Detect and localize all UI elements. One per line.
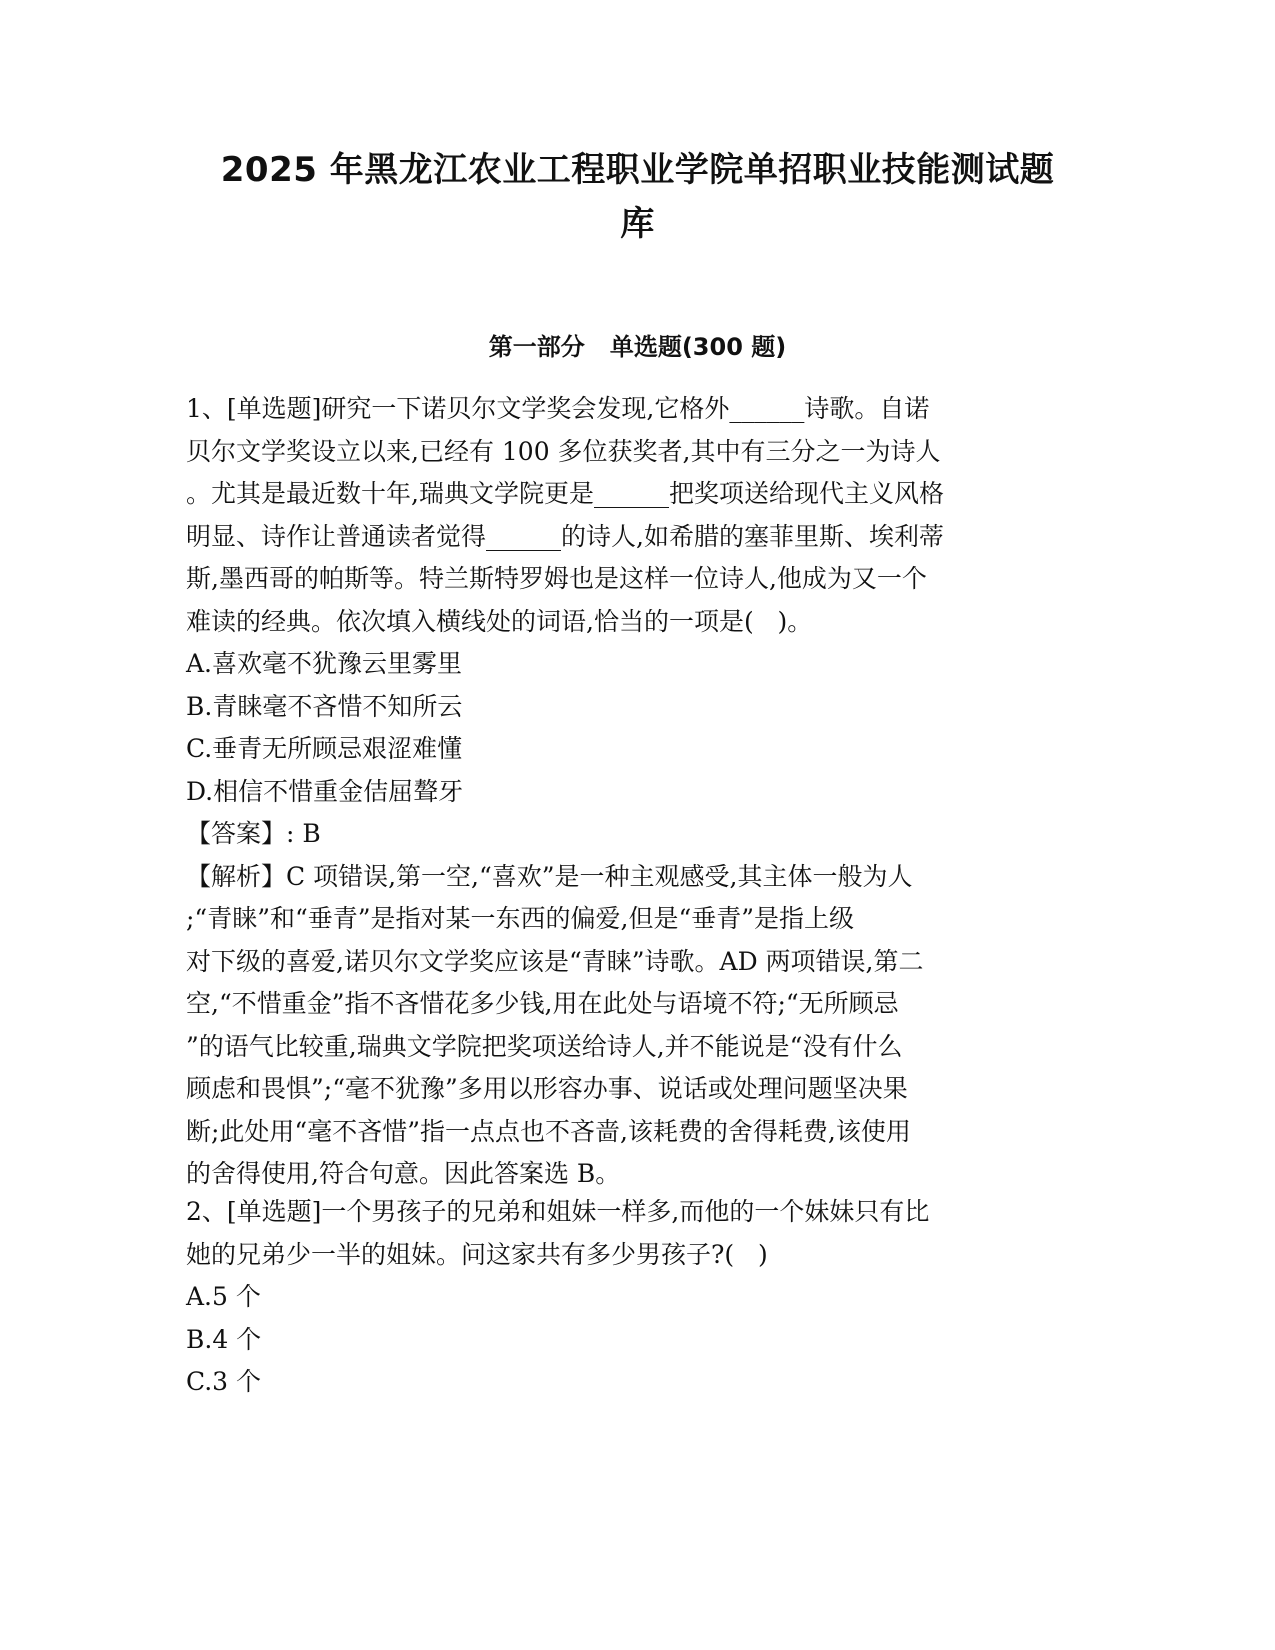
question-stem-line: 2、[单选题]一个男孩子的兄弟和姐妹一样多,而他的一个妹妹只有比 bbox=[186, 1197, 930, 1226]
analysis-line: ;“青睐”和“垂青”是指对某一东西的偏爱,但是“垂青”是指上级 bbox=[186, 904, 855, 933]
question-stem-line: 贝尔文学奖设立以来,已经有 100 多位获奖者,其中有三分之一为诗人 bbox=[186, 436, 941, 466]
document-title bbox=[150, 143, 1125, 251]
question-2-stem bbox=[186, 1191, 1066, 1276]
option-c: C.3 个 bbox=[186, 1367, 262, 1396]
question-1-stem bbox=[186, 388, 1066, 643]
section-heading: 第一部分 单选题(300 题) bbox=[488, 333, 787, 361]
document-title-line-2: 库 bbox=[620, 204, 655, 244]
question-stem-line: 难读的经典。依次填入横线处的词语,恰当的一项是( )。 bbox=[186, 606, 813, 636]
question-1-analysis bbox=[186, 856, 1066, 1196]
option-b: B.青睐毫不吝惜不知所云 bbox=[186, 691, 463, 721]
question-1-answer: 【答案】: B bbox=[186, 819, 321, 848]
analysis-line: 空,“不惜重金”指不吝惜花多少钱,用在此处与语境不符;“无所顾忌 bbox=[186, 989, 899, 1018]
question-stem-line: 1、[单选题]研究一下诺贝尔文学奖会发现,它格外______诗歌。自诺 bbox=[186, 394, 930, 423]
analysis-line: 断;此处用“毫不吝惜”指一点点也不吝啬,该耗费的舍得耗费,该使用 bbox=[186, 1116, 911, 1146]
question-1 bbox=[186, 388, 1066, 1196]
question-stem-line: 。尤其是最近数十年,瑞典文学院更是______把奖项送给现代主义风格 bbox=[186, 479, 944, 508]
question-stem-line: 她的兄弟少一半的姐妹。问这家共有多少男孩子?( ) bbox=[186, 1239, 768, 1269]
question-stem-line: 斯,墨西哥的帕斯等。特兰斯特罗姆也是这样一位诗人,他成为又一个 bbox=[186, 564, 927, 593]
option-a: A.喜欢毫不犹豫云里雾里 bbox=[186, 649, 463, 678]
analysis-line: 对下级的喜爱,诺贝尔文学奖应该是“青睐”诗歌。AD 两项错误,第二 bbox=[186, 946, 924, 976]
question-2-options bbox=[186, 1276, 1066, 1404]
option-c: C.垂青无所顾忌艰涩难懂 bbox=[186, 734, 463, 763]
option-d: D.相信不惜重金佶屈聱牙 bbox=[186, 776, 464, 806]
document-title-line-1: 2025 年黑龙江农业工程职业学院单招职业技能测试题 bbox=[220, 150, 1055, 190]
question-2 bbox=[186, 1191, 1066, 1404]
option-b: B.4 个 bbox=[186, 1324, 262, 1354]
question-1-options bbox=[186, 643, 1066, 813]
question-stem-line: 明显、诗作让普通读者觉得______的诗人,如希腊的塞菲里斯、埃利蒂 bbox=[186, 521, 944, 551]
analysis-line: ”的语气比较重,瑞典文学院把奖项送给诗人,并不能说是“没有什么 bbox=[186, 1031, 903, 1061]
option-a: A.5 个 bbox=[186, 1282, 261, 1311]
analysis-line: 的舍得使用,符合句意。因此答案选 B。 bbox=[186, 1159, 621, 1188]
analysis-line: 【解析】C 项错误,第一空,“喜欢”是一种主观感受,其主体一般为人 bbox=[186, 861, 913, 891]
analysis-line: 顾虑和畏惧”;“毫不犹豫”多用以形容办事、说话或处理问题坚决果 bbox=[186, 1074, 908, 1103]
